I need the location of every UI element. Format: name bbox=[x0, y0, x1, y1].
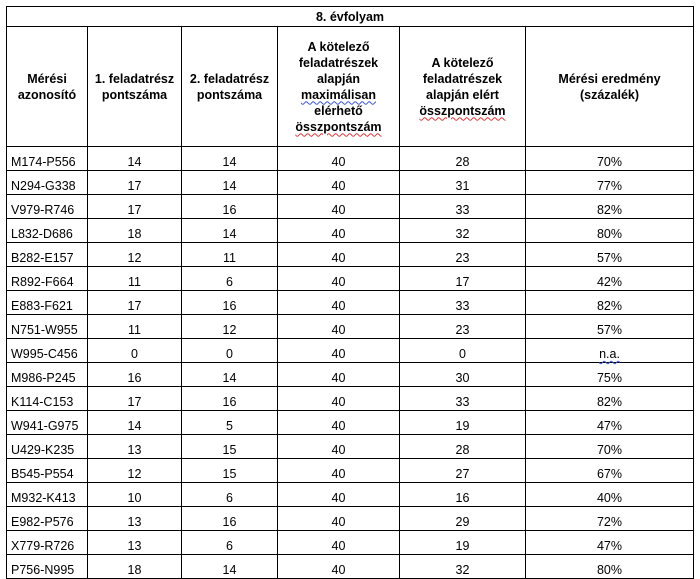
table-row bbox=[7, 219, 694, 243]
table-row bbox=[7, 435, 694, 459]
part1-cell: 14 bbox=[88, 411, 182, 435]
max-cell: 40 bbox=[278, 555, 400, 579]
part2-cell: 5 bbox=[182, 411, 278, 435]
max-cell: 40 bbox=[278, 363, 400, 387]
max-cell: 40 bbox=[278, 147, 400, 171]
max-cell: 40 bbox=[278, 291, 400, 315]
table-row bbox=[7, 411, 694, 435]
table-row bbox=[7, 507, 694, 531]
table-row bbox=[7, 291, 694, 315]
header-max-total bbox=[278, 27, 400, 147]
sum-cell: 29 bbox=[400, 507, 526, 531]
result-cell: 70% bbox=[526, 435, 694, 459]
table-row bbox=[7, 387, 694, 411]
results-table bbox=[6, 6, 694, 579]
header-max-total-d: összpontszám bbox=[295, 119, 382, 134]
sum-cell: 33 bbox=[400, 291, 526, 315]
table-row bbox=[7, 195, 694, 219]
max-cell: 40 bbox=[278, 267, 400, 291]
part1-cell: 18 bbox=[88, 219, 182, 243]
part2-cell: 11 bbox=[182, 243, 278, 267]
header-achieved-total bbox=[400, 27, 526, 147]
sum-cell: 32 bbox=[400, 555, 526, 579]
table-row bbox=[7, 459, 694, 483]
header-part1: 1. feladatrész pontszáma bbox=[88, 27, 182, 147]
part1-cell: 18 bbox=[88, 555, 182, 579]
part2-cell: 12 bbox=[182, 315, 278, 339]
max-cell: 40 bbox=[278, 339, 400, 363]
sum-cell: 28 bbox=[400, 147, 526, 171]
part1-cell: 14 bbox=[88, 147, 182, 171]
id-cell: K114-C153 bbox=[7, 387, 88, 411]
id-cell: N294-G338 bbox=[7, 171, 88, 195]
sum-cell: 32 bbox=[400, 219, 526, 243]
part1-cell: 13 bbox=[88, 435, 182, 459]
header-max-total-a: A kötelező feladatrészek alapján bbox=[298, 39, 379, 86]
id-cell: U429-K235 bbox=[7, 435, 88, 459]
result-cell: 42% bbox=[526, 267, 694, 291]
table-row bbox=[7, 171, 694, 195]
sum-cell: 19 bbox=[400, 531, 526, 555]
id-cell: W995-C456 bbox=[7, 339, 88, 363]
part2-cell: 15 bbox=[182, 435, 278, 459]
part1-cell: 11 bbox=[88, 267, 182, 291]
id-cell: B282-E157 bbox=[7, 243, 88, 267]
max-cell: 40 bbox=[278, 171, 400, 195]
id-cell: M986-P245 bbox=[7, 363, 88, 387]
part1-cell: 13 bbox=[88, 507, 182, 531]
header-result: Mérési eredmény (százalék) bbox=[526, 27, 694, 147]
result-cell: 70% bbox=[526, 147, 694, 171]
id-cell: R892-F664 bbox=[7, 267, 88, 291]
max-cell: 40 bbox=[278, 243, 400, 267]
part1-cell: 17 bbox=[88, 171, 182, 195]
sum-cell: 0 bbox=[400, 339, 526, 363]
part2-cell: 16 bbox=[182, 387, 278, 411]
result-cell bbox=[526, 339, 694, 363]
result-cell: 57% bbox=[526, 243, 694, 267]
table-row bbox=[7, 339, 694, 363]
id-cell: E982-P576 bbox=[7, 507, 88, 531]
sum-cell: 28 bbox=[400, 435, 526, 459]
header-achieved-total-b: összpontszám bbox=[419, 103, 506, 118]
max-cell: 40 bbox=[278, 315, 400, 339]
result-cell: 40% bbox=[526, 483, 694, 507]
part2-cell: 15 bbox=[182, 459, 278, 483]
result-na-text: n.a. bbox=[599, 347, 620, 361]
result-cell: 82% bbox=[526, 195, 694, 219]
max-cell: 40 bbox=[278, 507, 400, 531]
header-max-total-c: elérhető bbox=[314, 103, 363, 118]
result-cell: 67% bbox=[526, 459, 694, 483]
result-cell: 80% bbox=[526, 219, 694, 243]
result-cell: 75% bbox=[526, 363, 694, 387]
part1-cell: 10 bbox=[88, 483, 182, 507]
part2-cell: 14 bbox=[182, 219, 278, 243]
sum-cell: 33 bbox=[400, 387, 526, 411]
part2-cell: 14 bbox=[182, 147, 278, 171]
sum-cell: 33 bbox=[400, 195, 526, 219]
max-cell: 40 bbox=[278, 219, 400, 243]
table-row bbox=[7, 483, 694, 507]
max-cell: 40 bbox=[278, 435, 400, 459]
part1-cell: 16 bbox=[88, 363, 182, 387]
max-cell: 40 bbox=[278, 459, 400, 483]
header-row bbox=[7, 27, 694, 147]
result-cell: 72% bbox=[526, 507, 694, 531]
id-cell: B545-P554 bbox=[7, 459, 88, 483]
part1-cell: 12 bbox=[88, 243, 182, 267]
result-cell: 82% bbox=[526, 291, 694, 315]
table-row bbox=[7, 315, 694, 339]
part1-cell: 17 bbox=[88, 387, 182, 411]
sum-cell: 19 bbox=[400, 411, 526, 435]
table-row bbox=[7, 147, 694, 171]
table-row bbox=[7, 531, 694, 555]
part1-cell: 17 bbox=[88, 291, 182, 315]
table-row bbox=[7, 267, 694, 291]
id-cell: W941-G975 bbox=[7, 411, 88, 435]
part1-cell: 13 bbox=[88, 531, 182, 555]
part1-cell: 12 bbox=[88, 459, 182, 483]
table-row bbox=[7, 363, 694, 387]
part2-cell: 14 bbox=[182, 171, 278, 195]
part1-cell: 11 bbox=[88, 315, 182, 339]
result-cell: 77% bbox=[526, 171, 694, 195]
id-cell: X779-R726 bbox=[7, 531, 88, 555]
part1-cell: 17 bbox=[88, 195, 182, 219]
title-row bbox=[7, 7, 694, 27]
id-cell: P756-N995 bbox=[7, 555, 88, 579]
part2-cell: 6 bbox=[182, 483, 278, 507]
header-max-total-b: maximálisan bbox=[300, 87, 377, 102]
part2-cell: 16 bbox=[182, 195, 278, 219]
part2-cell: 6 bbox=[182, 267, 278, 291]
result-cell: 47% bbox=[526, 411, 694, 435]
part2-cell: 0 bbox=[182, 339, 278, 363]
table-body bbox=[7, 147, 694, 579]
sum-cell: 31 bbox=[400, 171, 526, 195]
sum-cell: 30 bbox=[400, 363, 526, 387]
id-cell: M932-K413 bbox=[7, 483, 88, 507]
sum-cell: 23 bbox=[400, 315, 526, 339]
max-cell: 40 bbox=[278, 483, 400, 507]
result-cell: 82% bbox=[526, 387, 694, 411]
max-cell: 40 bbox=[278, 195, 400, 219]
id-cell: N751-W955 bbox=[7, 315, 88, 339]
id-cell: M174-P556 bbox=[7, 147, 88, 171]
part2-cell: 14 bbox=[182, 555, 278, 579]
sum-cell: 17 bbox=[400, 267, 526, 291]
result-cell: 47% bbox=[526, 531, 694, 555]
table-row bbox=[7, 555, 694, 579]
sum-cell: 27 bbox=[400, 459, 526, 483]
id-cell: L832-D686 bbox=[7, 219, 88, 243]
result-cell: 80% bbox=[526, 555, 694, 579]
table-row bbox=[7, 243, 694, 267]
header-achieved-total-a: A kötelező feladatrészek alapján elért bbox=[422, 55, 503, 102]
grade-title: 8. évfolyam bbox=[7, 7, 694, 27]
header-part2: 2. feladatrész pontszáma bbox=[182, 27, 278, 147]
id-cell: V979-R746 bbox=[7, 195, 88, 219]
max-cell: 40 bbox=[278, 387, 400, 411]
part2-cell: 16 bbox=[182, 291, 278, 315]
result-cell: 57% bbox=[526, 315, 694, 339]
part1-cell: 0 bbox=[88, 339, 182, 363]
part2-cell: 16 bbox=[182, 507, 278, 531]
max-cell: 40 bbox=[278, 531, 400, 555]
part2-cell: 6 bbox=[182, 531, 278, 555]
max-cell: 40 bbox=[278, 411, 400, 435]
part2-cell: 14 bbox=[182, 363, 278, 387]
sum-cell: 23 bbox=[400, 243, 526, 267]
sum-cell: 16 bbox=[400, 483, 526, 507]
id-cell: E883-F621 bbox=[7, 291, 88, 315]
header-id: Mérési azonosító bbox=[7, 27, 88, 147]
